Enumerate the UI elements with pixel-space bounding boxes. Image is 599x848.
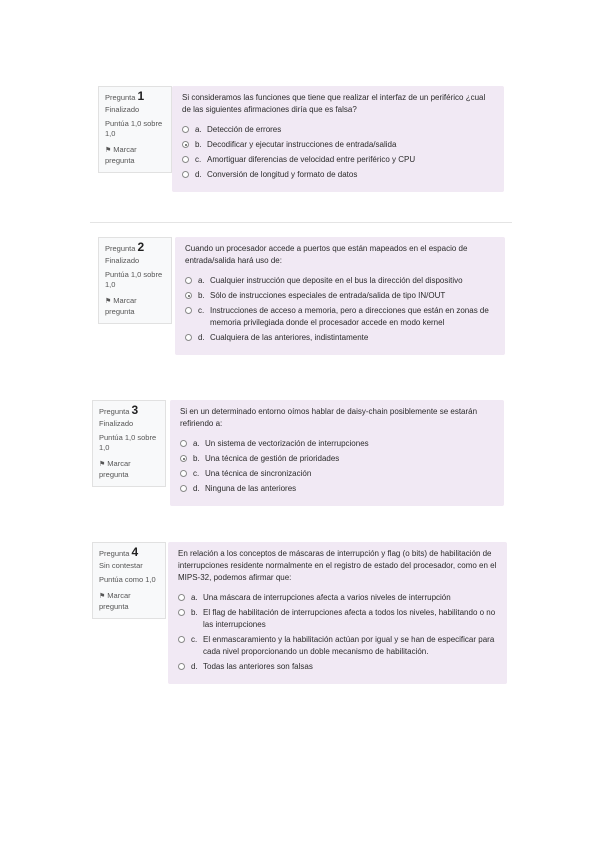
- section-divider: [90, 222, 512, 223]
- answer-option[interactable]: [185, 275, 495, 287]
- answer-letter: b.: [193, 454, 200, 463]
- answer-text: Amortiguar diferencias de velocidad entre periférico y CPU: [207, 155, 416, 164]
- answer-option[interactable]: [182, 124, 494, 136]
- answer-list: [178, 592, 497, 673]
- answer-text: Cualquier instrucción que deposite en el bus la dirección del dispositivo: [210, 276, 463, 285]
- answer-option[interactable]: [182, 154, 494, 166]
- flag-icon: ⚑: [99, 593, 106, 600]
- question-state: Finalizado: [105, 256, 140, 265]
- answer-option[interactable]: [185, 332, 495, 344]
- answer-radio[interactable]: [178, 636, 185, 643]
- flag-label: Marcar pregunta: [105, 296, 137, 316]
- question-label: Pregunta: [99, 549, 130, 558]
- answer-radio[interactable]: [178, 609, 185, 616]
- flag-icon: ⚑: [105, 298, 112, 305]
- question-marks: Puntúa 1,0 sobre 1,0: [105, 270, 163, 289]
- question-state: Finalizado: [105, 105, 140, 114]
- answer-option[interactable]: [178, 607, 497, 631]
- answer-radio[interactable]: [182, 171, 189, 178]
- flag-question-link[interactable]: [105, 296, 167, 317]
- answer-letter: b.: [191, 608, 198, 617]
- answer-list: [182, 124, 494, 181]
- answer-option[interactable]: [180, 468, 494, 480]
- question-content-4: [168, 542, 507, 684]
- answer-option[interactable]: [180, 453, 494, 465]
- answer-radio[interactable]: [180, 470, 187, 477]
- question-content-1: [172, 86, 504, 192]
- question-text: En relación a los conceptos de máscaras de interrupción y flag (o bits) de habilitación de interrupciones residente normalmente en el registro de estado del procesador, como en el MIPS-32, podemos afirmar que:: [178, 549, 497, 582]
- answer-radio[interactable]: [182, 126, 189, 133]
- flag-question-link[interactable]: [99, 591, 161, 612]
- answer-letter: a.: [191, 593, 198, 602]
- answer-text: Instrucciones de acceso a memoria, pero a direcciones que están en zonas de memoria privilegiada donde el procesador accede en modo kernel: [210, 306, 489, 327]
- answer-letter: c.: [191, 635, 198, 644]
- answer-letter: a.: [193, 439, 200, 448]
- answer-text: Un sistema de vectorización de interrupciones: [205, 439, 369, 448]
- answer-text: Decodificar y ejecutar instrucciones de entrada/salida: [207, 140, 397, 149]
- question-info-4: [92, 542, 166, 619]
- answer-option[interactable]: [180, 483, 494, 495]
- answer-option[interactable]: [182, 169, 494, 181]
- answer-letter: a.: [195, 125, 202, 134]
- flag-label: Marcar pregunta: [105, 145, 137, 165]
- answer-radio[interactable]: [185, 277, 192, 284]
- answer-text: Una técnica de gestión de prioridades: [205, 454, 340, 463]
- answer-list: [180, 438, 494, 495]
- answer-option[interactable]: [178, 661, 497, 673]
- question-state: Sin contestar: [99, 561, 143, 570]
- answer-option[interactable]: [185, 305, 495, 329]
- answer-letter: d.: [195, 170, 202, 179]
- answer-letter: a.: [198, 276, 205, 285]
- answer-option[interactable]: [180, 438, 494, 450]
- answer-radio[interactable]: [180, 440, 187, 447]
- answer-text: Cualquiera de las anteriores, indistintamente: [210, 333, 369, 342]
- answer-text: El enmascaramiento y la habilitación actúan por igual y se han de especificar para cada nivel proporcionando un doble mecanismo de habilitación.: [203, 635, 495, 656]
- answer-text: Todas las anteriores son falsas: [203, 662, 313, 671]
- answer-radio[interactable]: [185, 307, 192, 314]
- answer-list: [185, 275, 495, 344]
- answer-letter: d.: [198, 333, 205, 342]
- answer-text: Una máscara de interrupciones afecta a varios niveles de interrupción: [203, 593, 451, 602]
- flag-question-link[interactable]: [99, 459, 161, 480]
- answer-radio[interactable]: [178, 594, 185, 601]
- question-label: Pregunta: [105, 244, 136, 253]
- answer-radio[interactable]: [185, 334, 192, 341]
- answer-letter: c.: [195, 155, 202, 164]
- answer-radio[interactable]: [185, 292, 192, 299]
- answer-radio[interactable]: [178, 663, 185, 670]
- answer-option[interactable]: [178, 634, 497, 658]
- question-info-1: [98, 86, 172, 173]
- answer-letter: b.: [195, 140, 202, 149]
- question-number: 1: [137, 89, 145, 103]
- flag-label: Marcar pregunta: [99, 459, 131, 479]
- answer-letter: b.: [198, 291, 205, 300]
- question-marks: Puntúa 1,0 sobre 1,0: [99, 433, 157, 452]
- answer-option[interactable]: [185, 290, 495, 302]
- question-marks: Puntúa 1,0 sobre 1,0: [105, 119, 163, 138]
- question-number: 3: [131, 403, 139, 417]
- question-text: Si en un determinado entorno oímos hablar de daisy-chain posiblemente se estarán refiriendo a:: [180, 407, 478, 428]
- answer-radio[interactable]: [182, 156, 189, 163]
- question-label: Pregunta: [99, 407, 130, 416]
- answer-text: Sólo de instrucciones especiales de entrada/salida de tipo IN/OUT: [210, 291, 446, 300]
- question-info-2: [98, 237, 172, 324]
- flag-icon: ⚑: [105, 147, 112, 154]
- question-number: 2: [137, 240, 145, 254]
- answer-text: El flag de habilitación de interrupciones afecta a todos los niveles, habilitando o no las interrupciones: [203, 608, 496, 629]
- question-text: Si consideramos las funciones que tiene que realizar el interfaz de un periférico ¿cual de las siguientes afirmaciones diría que es falsa?: [182, 93, 486, 114]
- question-content-3: [170, 400, 504, 506]
- flag-label: Marcar pregunta: [99, 591, 131, 611]
- question-content-2: [175, 237, 505, 355]
- flag-icon: ⚑: [99, 461, 106, 468]
- answer-letter: d.: [191, 662, 198, 671]
- question-state: Finalizado: [99, 419, 134, 428]
- answer-letter: d.: [193, 484, 200, 493]
- answer-option[interactable]: [182, 139, 494, 151]
- answer-text: Conversión de longitud y formato de datos: [207, 170, 358, 179]
- answer-radio[interactable]: [180, 455, 187, 462]
- question-marks: Puntúa como 1,0: [99, 575, 156, 584]
- question-label: Pregunta: [105, 93, 136, 102]
- answer-radio[interactable]: [180, 485, 187, 492]
- question-info-3: [92, 400, 166, 487]
- answer-text: Detección de errores: [207, 125, 282, 134]
- answer-radio[interactable]: [182, 141, 189, 148]
- question-number: 4: [131, 545, 139, 559]
- answer-text: Ninguna de las anteriores: [205, 484, 297, 493]
- question-text: Cuando un procesador accede a puertos que están mapeados en el espacio de entrada/salida hará uso de:: [185, 244, 468, 265]
- answer-letter: c.: [198, 306, 205, 315]
- answer-text: Una técnica de sincronización: [205, 469, 312, 478]
- answer-option[interactable]: [178, 592, 497, 604]
- answer-letter: c.: [193, 469, 200, 478]
- flag-question-link[interactable]: [105, 145, 167, 166]
